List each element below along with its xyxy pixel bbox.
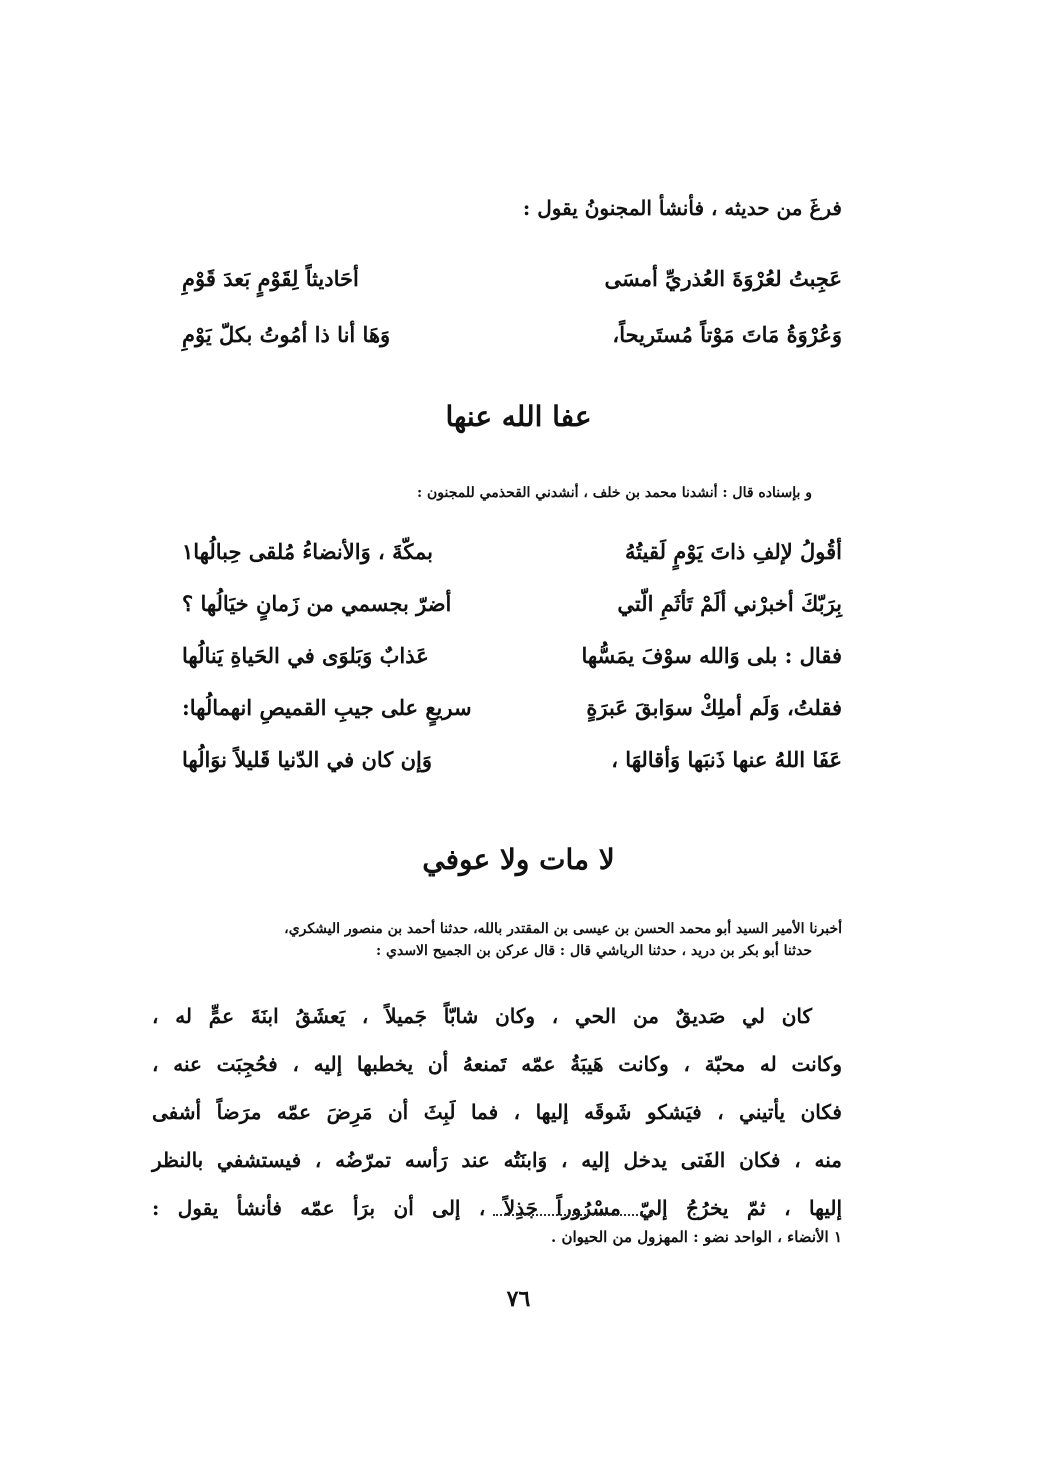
verse-first-hemistich: فقلتُ، وَلَم أملِكْ سوَابقَ عَبرَةٍ xyxy=(586,694,842,720)
verse-first-hemistich: عَجِبتُ لعُرْوَةَ العُذريِّ أمسَى xyxy=(604,265,842,291)
intro-line: فرغَ من حديثه ، فأنشأ المجنونُ يقول : xyxy=(522,196,842,220)
verse-second-hemistich: أحَاديثاً لِقَوْمٍ بَعدَ قَوْمِ xyxy=(182,265,359,291)
verse xyxy=(182,681,842,733)
story-line: فكان يأتيني ، فيَشكو شَوقَه إليها ، فما لَبِثَ أن مَرِضَ عمّه مرَضاً أشفى xyxy=(152,1100,842,1124)
isnad-line: و بإسناده قال : أنشدنا محمد بن خلف ، أنشدني القحذمي للمجنون : xyxy=(416,485,812,501)
verse-first-hemistich: فقال : بلى وَالله سوْفَ يمَسُّها xyxy=(581,642,842,668)
isnad-block xyxy=(152,918,842,962)
section-heading: عفا الله عنها xyxy=(445,400,592,433)
verse xyxy=(182,250,842,306)
isnad-line: أخبرنا الأمير السيد أبو محمد الحسن بن عيسى بن المقتدر بالله، حدثنا أحمد بن منصور اليشكري، xyxy=(284,921,842,937)
verse-first-hemistich: بِرَبّكَ أخبرْني ألَمْ تَأثَمِ الّتي xyxy=(617,590,842,616)
verse xyxy=(182,306,842,362)
story-line: وكانت له محبّة ، وكانت هَيبَةُ عمّه تَمنعهُ أن يخطبها إليه ، فحُجِبَت عنه ، xyxy=(152,1052,842,1076)
verse-first-hemistich: عَفَا اللهُ عنها ذَنبَها وَأقالهَا ، xyxy=(611,746,842,772)
verse-first-hemistich: أقُولُ لإلفِ ذاتَ يَوْمٍ لَقيتُهُ xyxy=(625,538,842,564)
verse-second-hemistich: بمكّةَ ، وَالأنضاءُ مُلقى حِبالُها١ xyxy=(182,538,433,564)
verse xyxy=(182,733,842,785)
verse-second-hemistich: وَهَا أنا ذا أمُوتُ بكلّ يَوْمِ xyxy=(182,321,391,347)
poem-2 xyxy=(182,525,842,785)
footnote-separator xyxy=(493,1214,653,1216)
footnote: ١ الأنضاء ، الواحد نضو : المهزول من الحيوان . xyxy=(551,1228,842,1246)
story-paragraph xyxy=(152,992,842,1232)
verse-second-hemistich: سريعٍ على جيبِ القميصِ انهمالُها: xyxy=(182,694,472,720)
verse xyxy=(182,629,842,681)
story-line: كان لي صَديقٌ من الحي ، وكان شابّاً جَميلاً ، يَعشَقُ ابنَةَ عمٍّ له ، xyxy=(152,1004,812,1028)
story-line: منه ، فكان الفَتى يدخل إليه ، وَابنَتُه عند رَأسه تمرّضُه ، فيستشفي بالنظر xyxy=(152,1148,842,1172)
page-number: ٧٦ xyxy=(506,1286,531,1312)
poem-1 xyxy=(182,250,842,362)
verse-second-hemistich: وَإن كان في الدّنيا قَليلاً نوَالُها xyxy=(182,746,433,772)
verse-second-hemistich: عَذابٌ وَبَلوَى في الحَياةِ يَنالُها xyxy=(182,642,429,668)
section-heading: لا مات ولا عوفي xyxy=(422,843,615,876)
verse xyxy=(182,577,842,629)
verse-first-hemistich: وَعُرْوَةُ مَاتَ مَوْتاً مُستَريحاً، xyxy=(612,321,842,347)
verse-second-hemistich: أضرّ بجسمي من زَمانٍ خيَالُها ؟ xyxy=(182,590,452,616)
verse xyxy=(182,525,842,577)
isnad-line: حدثنا أبو بكر بن دريد ، حدثنا الرياشي قال : قال عركن بن الجميح الاسدي : xyxy=(375,943,812,959)
story-line: إليها ، ثمّ يخرُجُ إليّ مسْرُوراً جَذِلاً ، إلى أن برَأ عمّه فأنشأ يقول : xyxy=(152,1196,842,1220)
